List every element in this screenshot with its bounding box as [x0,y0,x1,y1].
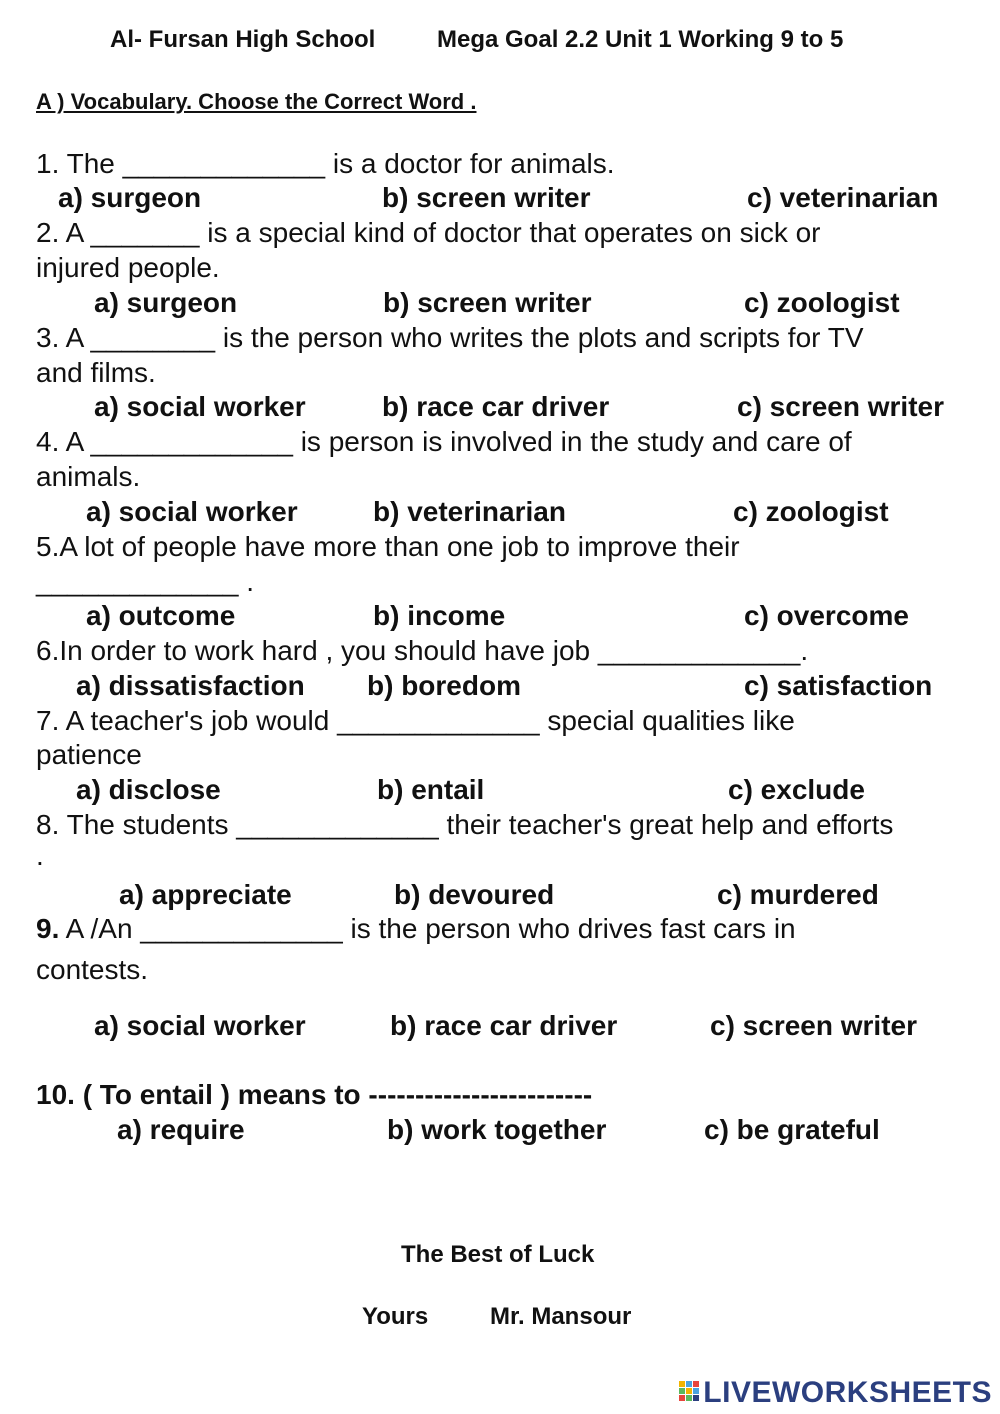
q4-option-c[interactable]: c) zoologist [733,496,889,527]
q8-option-b[interactable]: b) devoured [394,879,555,910]
liveworksheets-logo-icon [679,1381,701,1405]
q5-option-b[interactable]: b) income [373,600,506,631]
q4-option-a[interactable]: a) social worker [86,496,298,527]
question-5-blank: _____________ . [36,566,254,597]
yours-label: Yours [362,1303,429,1330]
section-title: A ) Vocabulary. Choose the Correct Word . [36,89,477,114]
q7-option-b[interactable]: b) entail [377,774,485,805]
school-name: Al- Fursan High School [110,26,376,53]
q5-option-a[interactable]: a) outcome [86,600,236,631]
q2-option-a[interactable]: a) surgeon [94,287,238,318]
liveworksheets-text: LIVEWORKSHEETS [703,1376,992,1409]
q1-option-a[interactable]: a) surgeon [58,182,202,213]
liveworksheets-watermark [679,1376,992,1410]
q7-option-c[interactable]: c) exclude [728,774,865,805]
q3-option-b[interactable]: b) race car driver [382,391,610,422]
q8-option-c[interactable]: c) murdered [717,879,879,910]
question-2-text: 2. A _______ is a special kind of doctor that operates on sick or [36,217,821,248]
question-5-text: 5.A lot of people have more than one job to improve their [36,531,740,562]
question-10-text: 10. ( To entail ) means to ------------------------ [36,1079,593,1110]
q9-option-a[interactable]: a) social worker [94,1010,306,1041]
q8-option-a[interactable]: a) appreciate [119,879,292,910]
q7-option-a[interactable]: a) disclose [76,774,221,805]
question-7-text: 7. A teacher's job would _____________ special qualities like [36,705,795,736]
q4-option-b[interactable]: b) veterinarian [373,496,566,527]
question-7-text-cont: patience [36,739,142,770]
question-9-number: 9. [36,913,60,944]
question-1-text: 1. The _____________ is a doctor for animals. [36,148,615,179]
question-4-text-cont: animals. [36,461,141,492]
q10-option-a[interactable]: a) require [117,1114,245,1145]
q2-option-c[interactable]: c) zoologist [744,287,900,318]
question-9-text [36,913,796,945]
question-3-text-cont: and films. [36,357,156,388]
question-9-text-cont: contests. [36,954,149,985]
q3-option-c[interactable]: c) screen writer [737,391,944,422]
q1-option-b[interactable]: b) screen writer [382,182,591,213]
q10-option-b[interactable]: b) work together [387,1114,607,1145]
question-4-text: 4. A _____________ is person is involved in the study and care of [36,426,852,457]
course-title: Mega Goal 2.2 Unit 1 Working 9 to 5 [437,26,844,53]
q6-option-c[interactable]: c) satisfaction [744,670,933,701]
q5-option-c[interactable]: c) overcome [744,600,909,631]
best-of-luck: The Best of Luck [401,1241,595,1268]
q10-option-c[interactable]: c) be grateful [704,1114,880,1145]
question-9-stem: A /An _____________ is the person who drives fast cars in [59,913,796,944]
q9-option-c[interactable]: c) screen writer [710,1010,917,1041]
question-2-text-cont: injured people. [36,252,220,283]
q6-option-b[interactable]: b) boredom [367,670,521,701]
q6-option-a[interactable]: a) dissatisfaction [76,670,305,701]
question-8-text-cont: . [36,840,44,871]
q3-option-a[interactable]: a) social worker [94,391,306,422]
teacher-name: Mr. Mansour [490,1303,632,1330]
question-8-text: 8. The students _____________ their teacher's great help and efforts [36,809,894,840]
q9-option-b[interactable]: b) race car driver [390,1010,618,1041]
q1-option-c[interactable]: c) veterinarian [747,182,939,213]
q2-option-b[interactable]: b) screen writer [383,287,592,318]
question-3-text: 3. A ________ is the person who writes the plots and scripts for TV [36,322,864,353]
question-6-text: 6.In order to work hard , you should have job _____________. [36,635,809,666]
